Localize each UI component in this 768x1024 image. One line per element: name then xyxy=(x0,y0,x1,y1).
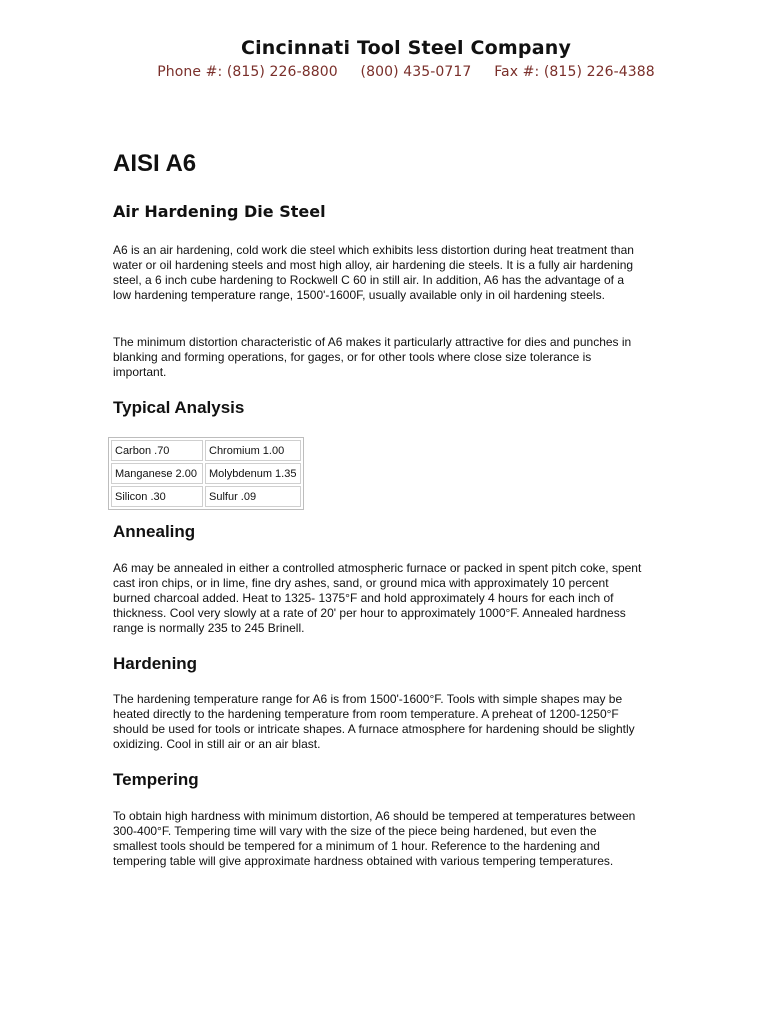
tempering-heading: Tempering xyxy=(113,770,199,789)
annealing-paragraph: A6 may be annealed in either a controlled atmospheric furnace or packed in spent pitch coke, spent cast iron chips, or in lime, fine dry ashes, sand, or ground mica with approximately 10 percent burned charcoal added. Heat to 1325- 1375°F and hold approximately 4 hours for each inch of thickness. Cool very slowly at a rate of 20' per hour to approximately 1000°F. Annealed hardness range is normally 235 to 245 Brinell. xyxy=(113,561,642,635)
phone-number: Phone #: (815) 226-8800 xyxy=(157,64,338,80)
hardening-heading: Hardening xyxy=(113,654,198,673)
tempering-paragraph: To obtain high hardness with minimum distortion, A6 should be tempered at temperatures between 300-400°F. Tempering time will vary with the size of the piece being hardened, but even the smallest tools should be tempered for a minimum of 1 hour. Reference to the hardening and tempering table will give approximate hardness obtained with various tempering temperatures. xyxy=(113,809,636,868)
page-subtitle: Air Hardening Die Steel xyxy=(113,202,326,221)
table-row xyxy=(111,486,301,507)
phone-alt-number: (800) 435-0717 xyxy=(360,64,472,80)
intro-paragraph-1: A6 is an air hardening, cold work die steel which exhibits less distortion during heat treatment than water or oil hardening steels and most high alloy, air hardening die steels. It is a fully air hardening steel, a 6 inch cube hardening to Rockwell C 60 in still air. In addition, A6 has the advantage of a low hardening temperature range, 1500'-1600F, usually available only in oil hardening steels. xyxy=(113,243,634,302)
table-cell: Silicon .30 xyxy=(111,486,203,507)
table-cell: Sulfur .09 xyxy=(205,486,301,507)
intro-paragraph-2: The minimum distortion characteristic of A6 makes it particularly attractive for dies and punches in blanking and forming operations, for gages, or for other tools where close size tolerance is important. xyxy=(113,335,632,379)
table-cell: Molybdenum 1.35 xyxy=(205,463,301,484)
fax-number: Fax #: (815) 226-4388 xyxy=(494,64,655,80)
typical-analysis-heading: Typical Analysis xyxy=(113,398,245,417)
table-cell: Chromium 1.00 xyxy=(205,440,301,461)
contact-gap xyxy=(338,64,361,80)
table-cell: Manganese 2.00 xyxy=(111,463,203,484)
table-row xyxy=(111,463,301,484)
contact-gap xyxy=(471,64,494,80)
table-row xyxy=(111,440,301,461)
contact-line xyxy=(0,64,768,80)
company-name: Cincinnati Tool Steel Company xyxy=(240,37,572,59)
annealing-heading: Annealing xyxy=(113,522,196,541)
typical-analysis-table xyxy=(108,437,304,510)
page-title: AISI A6 xyxy=(113,150,197,177)
table-cell: Carbon .70 xyxy=(111,440,203,461)
hardening-paragraph: The hardening temperature range for A6 is from 1500'-1600°F. Tools with simple shapes may be heated directly to the hardening temperature from room temperature. A preheat of 1200-1250°F should be used for tools or intricate shapes. A furnace atmosphere for hardening should be slightly oxidizing. Cool in still air or an air blast. xyxy=(113,692,635,751)
